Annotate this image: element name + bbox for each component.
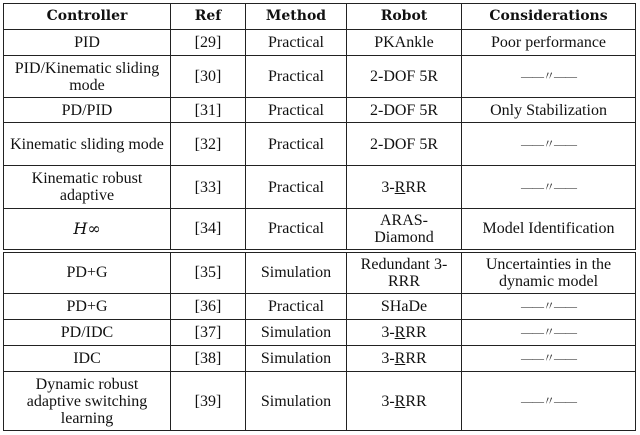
cell-ref: [29] xyxy=(171,30,246,56)
cell-method: Practical xyxy=(246,56,347,98)
robot-text-pre: Redundant 3-RRR xyxy=(360,255,448,290)
table-row xyxy=(4,30,636,56)
cell-robot xyxy=(347,251,462,294)
header-row xyxy=(4,4,636,30)
robot-text-post: RR xyxy=(405,178,427,196)
robot-text-pre: 3- xyxy=(381,392,395,410)
cell-robot xyxy=(347,209,462,251)
cell-ref: [32] xyxy=(171,123,246,166)
cell-considerations: ——〃—— xyxy=(462,166,636,209)
robot-text-u: R xyxy=(394,350,406,367)
robot-text-pre: 2-DOF 5R xyxy=(369,68,438,85)
cell-method: Simulation xyxy=(246,320,347,346)
controller-comparison-table xyxy=(3,3,636,431)
header-controller: Controller xyxy=(4,4,171,30)
cell-robot xyxy=(347,123,462,166)
cell-considerations: ——〃—— xyxy=(462,372,636,431)
robot-text-pre: 3- xyxy=(381,350,395,367)
header-considerations: Considerations xyxy=(462,4,636,30)
cell-method: Simulation xyxy=(246,372,347,431)
table-row xyxy=(4,166,636,209)
robot-text-post: RR xyxy=(405,324,427,341)
cell-considerations: ——〃—— xyxy=(462,123,636,166)
cell-robot xyxy=(347,166,462,209)
header-method: Method xyxy=(246,4,347,30)
cell-controller: Kinematic robust adaptive xyxy=(4,166,171,209)
robot-text-pre: ARAS-Diamond xyxy=(374,211,434,246)
cell-ref: [37] xyxy=(171,320,246,346)
cell-robot xyxy=(347,30,462,56)
cell-controller: Kinematic sliding mode xyxy=(4,123,171,166)
cell-ref: [39] xyxy=(171,372,246,431)
cell-controller: PD/IDC xyxy=(4,320,171,346)
robot-text-pre: 3- xyxy=(381,324,395,341)
table-row xyxy=(4,346,636,372)
robot-text-pre: SHaDe xyxy=(380,298,428,315)
cell-method: Simulation xyxy=(246,346,347,372)
cell-method: Practical xyxy=(246,30,347,56)
table-row xyxy=(4,123,636,166)
table-row xyxy=(4,98,636,123)
table-row xyxy=(4,320,636,346)
cell-considerations: ——〃—— xyxy=(462,320,636,346)
robot-text-u: R xyxy=(394,178,406,196)
table-row xyxy=(4,372,636,431)
robot-text-u: R xyxy=(394,324,406,341)
cell-robot xyxy=(347,56,462,98)
cell-controller: PID xyxy=(4,30,171,56)
cell-method: Practical xyxy=(246,294,347,320)
cell-method: Practical xyxy=(246,166,347,209)
cell-method: Simulation xyxy=(246,251,347,294)
cell-robot xyxy=(347,372,462,431)
cell-robot xyxy=(347,346,462,372)
table-row xyxy=(4,209,636,251)
cell-considerations: ——〃—— xyxy=(462,56,636,98)
cell-considerations: Uncertainties in the dynamic model xyxy=(462,251,636,294)
cell-ref: [33] xyxy=(171,166,246,209)
cell-ref: [31] xyxy=(171,98,246,123)
robot-text-pre: 2-DOF 5R xyxy=(369,135,438,153)
robot-text-post: RR xyxy=(405,392,427,410)
cell-method: Practical xyxy=(246,123,347,166)
robot-text-pre: 3- xyxy=(381,178,395,196)
cell-method: Practical xyxy=(246,98,347,123)
header-robot: Robot xyxy=(347,4,462,30)
cell-considerations: ——〃—— xyxy=(462,346,636,372)
robot-text-u: R xyxy=(394,392,406,410)
cell-robot xyxy=(347,320,462,346)
cell-controller: PD+G xyxy=(4,251,171,294)
cell-ref: [34] xyxy=(171,209,246,251)
header-ref: Ref xyxy=(171,4,246,30)
robot-text-pre: PKAnkle xyxy=(374,34,434,51)
cell-ref: [30] xyxy=(171,56,246,98)
table-row xyxy=(4,251,636,294)
cell-considerations: Model Identification xyxy=(462,209,636,251)
cell-considerations: Poor performance xyxy=(462,30,636,56)
cell-considerations: ——〃—— xyxy=(462,294,636,320)
cell-robot xyxy=(347,294,462,320)
table-row xyxy=(4,294,636,320)
cell-controller: IDC xyxy=(4,346,171,372)
table-row xyxy=(4,56,636,98)
cell-controller: PD+G xyxy=(4,294,171,320)
robot-text-pre: 2-DOF 5R xyxy=(369,101,438,119)
cell-ref: [35] xyxy=(171,251,246,294)
cell-controller: PID/Kinematic sliding mode xyxy=(4,56,171,98)
cell-considerations: Only Stabilization xyxy=(462,98,636,123)
cell-method: Practical xyxy=(246,209,347,251)
cell-controller: PD/PID xyxy=(4,98,171,123)
cell-controller: H∞ xyxy=(4,209,171,251)
cell-ref: [38] xyxy=(171,346,246,372)
cell-controller: Dynamic robust adaptive switching learning xyxy=(4,372,171,431)
cell-robot xyxy=(347,98,462,123)
cell-ref: [36] xyxy=(171,294,246,320)
robot-text-post: RR xyxy=(405,350,427,367)
